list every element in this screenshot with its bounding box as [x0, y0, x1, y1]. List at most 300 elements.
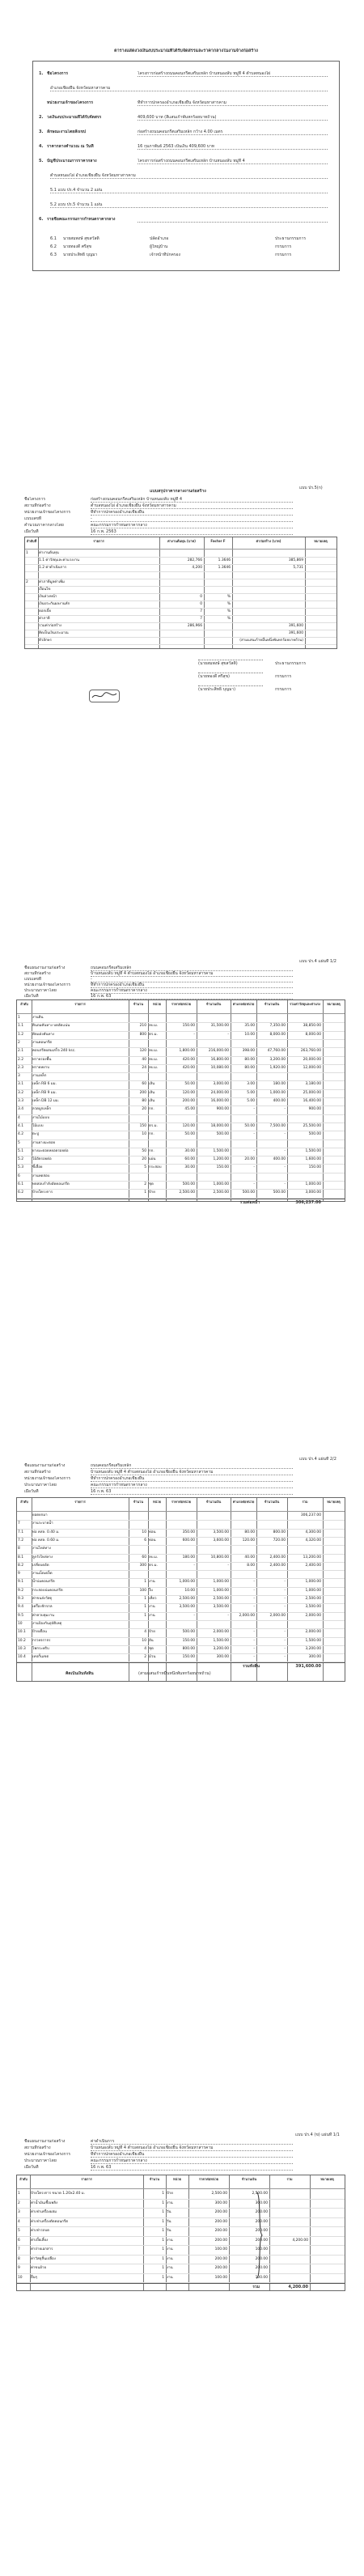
table-row [17, 1587, 345, 1595]
table-row [17, 2217, 345, 2227]
table-cell: 1,920.00 [269, 1065, 286, 1070]
table-cell: 16,400.00 [303, 1099, 321, 1103]
table-row [17, 1039, 345, 1047]
signer-role: ประธานกรรมการ [275, 661, 307, 666]
table-cell: 2,400.00 [305, 1563, 321, 1568]
table-cell: 10.4 [18, 1655, 26, 1660]
column-header: รวมค่าวัสดุและค่าแรง [289, 1002, 321, 1006]
table-cell: 1,500.00 [213, 1638, 229, 1643]
total-label: รวมต่อหน้า [239, 1199, 260, 1205]
column-header: ค่าแรงต่อหน่วย [232, 1002, 255, 1006]
meta-label: แบบเลขที่ [24, 516, 42, 521]
committee-role: ประธานกรรมการ [275, 236, 307, 241]
table-row [17, 1056, 345, 1064]
table-cell: กก. [149, 1132, 154, 1137]
table-cell: 5.00 [247, 1090, 255, 1095]
item-text: 16 กุมภาพันธ์ 2563 เป็นเงิน 409,600 บาท [138, 144, 215, 149]
meta-value: ที่ทำการปกครองอำเภอเชียงยืน [91, 510, 145, 515]
table-cell: 3,000.00 [305, 1190, 321, 1195]
table-cell: 1.2 [18, 1032, 23, 1037]
signature-scribble-icon [90, 690, 119, 702]
table-row [25, 630, 336, 637]
table-cell: งาน [167, 2200, 173, 2205]
dotted-line [138, 120, 328, 121]
column-header: ค่าก่อสร้าง (บาท) [256, 539, 281, 543]
table-cell: ค่าเช่าเครื่องผสม [31, 2210, 57, 2214]
table-cell: 5.00 [247, 1099, 255, 1103]
table-cell: 286,966 [187, 624, 202, 628]
item-text: โครงการก่อสร้างถนนคอนกรีตเสริมเหล็ก บ้านหนองลับ หมู่ที่ 4 [138, 159, 245, 163]
meta-label: ชื่อแผนงานงานก่อสร้าง [24, 965, 66, 970]
table-row [17, 1097, 345, 1106]
table-cell: 3,500.00 [305, 1605, 321, 1610]
table-cell: งานเบ็ดเตล็ด [32, 1572, 53, 1577]
table-cell: 4,320.00 [305, 1538, 321, 1543]
table-cell: คิดเป็นเงินประมาณ [39, 631, 69, 635]
table-cell: เหล็ก RB 6 มม. [32, 1082, 57, 1087]
table-row [25, 564, 336, 571]
column-header: ค่างานต้นทุน (บาท) [167, 539, 197, 543]
item-no: 5. [39, 159, 44, 163]
table-row [17, 1512, 345, 1520]
meta-label: เมื่อวันที่ [24, 1489, 39, 1494]
table-cell: ค่างานต้นทุน [39, 551, 59, 555]
table-cell: 9.3 [18, 1597, 23, 1601]
meta-value: 16 ก.พ. 63 [91, 1489, 112, 1494]
table-cell: 398.00 [242, 1049, 255, 1054]
table-row [17, 1181, 345, 1189]
curly-brace-icon [255, 2191, 263, 2280]
page2-corner: แบบ ปร.5(ก) [299, 486, 323, 490]
table-cell: ท่อน [149, 1530, 156, 1534]
table-cell: 6 [144, 1538, 146, 1543]
table-cell: 300.00 [255, 2200, 268, 2205]
table-cell: งานไม้แบบ [32, 1115, 50, 1120]
table-cell: 1 [144, 1580, 146, 1585]
table-cell: 120.00 [182, 1123, 195, 1128]
table-cell: 3,200.00 [305, 1646, 321, 1651]
table-row [17, 1064, 345, 1072]
table-cell: 500.00 [182, 1630, 195, 1635]
table-cell: ม้วน [149, 1655, 156, 1660]
meta-value: 16 ก.พ. 63 [91, 994, 112, 999]
table-row [17, 1014, 345, 1022]
table-cell: อื่นๆ [31, 2275, 37, 2280]
table-cell: 8.00 [247, 1563, 255, 1568]
committee-role: กรรมการ [275, 244, 292, 249]
column-header: ลำดับ [20, 1002, 28, 1006]
table-cell: 9.2 [18, 1588, 23, 1593]
table-cell: ลบ.ม. [149, 1024, 159, 1029]
item-no: 1. [39, 71, 44, 76]
table-cell: 2,500.00 [211, 2192, 227, 2196]
table-cell: 6.1 [18, 1182, 23, 1186]
column-header: จำนวนเงิน [205, 1002, 222, 1006]
dotted-line [138, 149, 328, 150]
table-cell: 4 [144, 1646, 146, 1651]
table-cell: วัน [167, 2210, 171, 2214]
table-cell: 1 [162, 2200, 164, 2205]
table-cell: % [226, 609, 231, 613]
table-cell: 282,766 [187, 558, 202, 562]
committee-name: นายทองดี ศรีสุข [63, 244, 92, 249]
page4-table [16, 1497, 345, 1682]
table-cell: 47,760.00 [267, 1049, 286, 1054]
table-cell: ขี้เลื่อย [32, 1165, 43, 1170]
column-header: รวม [302, 1500, 308, 1504]
dotted-line [91, 1468, 293, 1469]
table-row [17, 2199, 345, 2209]
table-cell: - [253, 1107, 255, 1112]
table-cell: ค่าเช่าเครื่องตัดคอนกรีต [31, 2219, 69, 2224]
table-cell: เงินล่วงหน้า [39, 595, 57, 599]
table-cell: 385,869 [288, 558, 303, 562]
meta-value: 16 ก.พ. 63 [91, 2165, 112, 2170]
table-cell: 10.00 [244, 1032, 255, 1037]
table-cell: 2.2 [18, 1057, 23, 1062]
meta-label: เมื่อวันที่ [24, 529, 39, 534]
table-cell: 80.00 [244, 1530, 255, 1534]
table-cell: 200.00 [255, 2229, 268, 2233]
table-cell: ค่าขนส่งวัสดุ [32, 1597, 53, 1601]
table-cell: - [253, 1588, 255, 1593]
table-cell: 200.00 [255, 2210, 268, 2214]
table-row [17, 1139, 345, 1148]
table-cell: ป้าย [167, 2192, 173, 2196]
committee-name: นายสมพงษ์ สุขสวัสดิ์ [63, 236, 99, 241]
table-cell: ป้ายเตือน [32, 1630, 47, 1635]
column-header: หน่วย [153, 1500, 161, 1504]
table-cell: วัน [167, 2219, 171, 2224]
meta-label: สถานที่ก่อสร้าง [24, 503, 51, 508]
committee-position: ปลัดอำเภอ [150, 236, 169, 241]
table-row [17, 1570, 345, 1578]
table-cell: อัน [149, 1638, 154, 1643]
dotted-line [91, 1481, 293, 1482]
table-cell: ท่อ คสล. 0.40 ม. [32, 1530, 60, 1534]
table-cell: 7 [18, 2247, 20, 2251]
table-cell: - [193, 1613, 195, 1618]
table-cell: 3.2 [18, 1090, 23, 1095]
item-label: ลักษณะงานโดยสังเขป [47, 129, 87, 134]
dotted-line [138, 163, 328, 164]
table-row [17, 2245, 345, 2255]
words-label: คิดเป็นเงินทั้งสิ้น [66, 1671, 94, 1677]
table-row [17, 1164, 345, 1172]
table-cell: งาน [149, 1613, 155, 1618]
committee-name: นายประสิทธิ์ บุญมา [63, 253, 98, 257]
table-cell: 50 [142, 1148, 146, 1153]
dotted-line [50, 178, 328, 179]
meta-value: ถนนคอนกรีตเสริมเหล็ก [91, 965, 132, 970]
total-value: 306,237.00 [295, 1199, 321, 1205]
table-cell: 200.00 [214, 2210, 227, 2214]
table-row [17, 1114, 345, 1122]
page3-table [16, 999, 345, 1205]
table-cell: 200.00 [214, 2219, 227, 2224]
table-cell: 10 [142, 1132, 146, 1137]
meta-value: ที่ทำการปกครองอำเภอเชียงยืน [91, 982, 145, 987]
table-cell: ป้ายโครงการ ขนาด 1.20x2.40 ม. [31, 2192, 86, 2196]
table-cell: งานป้องกันอุบัติเหตุ [32, 1621, 62, 1626]
table-cell: 1.3646 [218, 558, 231, 562]
table-cell: 10 [18, 1621, 23, 1626]
table-row [25, 571, 336, 579]
table-cell: 4.2 [18, 1132, 23, 1137]
table-cell: 7,350.00 [269, 1024, 286, 1029]
table-row [17, 1131, 345, 1139]
table-row [17, 2264, 345, 2273]
table-cell: 1.1 ค่าวัสดุและค่าแรงงาน [39, 558, 80, 562]
table-cell: ตร.ม. [149, 1032, 158, 1037]
table-cell: 1,000.00 [305, 1182, 321, 1186]
table-cell: ดอกเบี้ย [39, 609, 52, 613]
meta-label: ชื่อแผนงานงานก่อสร้าง [24, 2139, 66, 2144]
table-cell: % [226, 617, 231, 621]
table-cell: 10.1 [18, 1630, 26, 1635]
table-cell: ป้ายโครงการ [32, 1190, 53, 1195]
table-cell: 45.00 [184, 1107, 195, 1112]
table-cell: 1,500.00 [305, 1148, 321, 1153]
table-cell: งานเหล็ก [32, 1074, 47, 1079]
table-cell: 2 [18, 1040, 20, 1045]
committee-no: 6.2 [50, 244, 57, 249]
meta-value: บ้านหนองลับ หมู่ที่ 4 ตำบลหนองไผ่ อำเภอเชียงยืน จังหวัดมหาสารคาม [91, 1470, 214, 1475]
table-cell: 10.3 [18, 1646, 26, 1651]
table-row [17, 1628, 345, 1636]
table-cell: 100.00 [214, 2247, 227, 2251]
table-cell: 3,500.00 [179, 1605, 195, 1610]
table-row [17, 1189, 345, 1197]
table-cell: 200.00 [214, 2256, 227, 2261]
table-cell: 6 [18, 2238, 20, 2243]
table-cell: 1,000.00 [213, 1182, 229, 1186]
total-rule [17, 2283, 345, 2284]
table-cell: 500.00 [182, 1182, 195, 1186]
table-cell: 1 [162, 2192, 164, 2196]
table-row [17, 1620, 345, 1628]
table-row [17, 1637, 345, 1645]
table-cell: ค่าน้ำมันเชื้อเพลิง [31, 2200, 58, 2205]
page-summary-form [0, 0, 364, 324]
table-cell: 100.00 [214, 2275, 227, 2280]
words-value: (สามแสนเก้าหมื่นหนึ่งพันหกร้อยบาทถ้วน) [138, 1671, 211, 1677]
table-cell: 80.00 [244, 1065, 255, 1070]
table-cell: เงื่อนไข [39, 588, 51, 592]
table-cell: 1 [162, 2256, 164, 2261]
table-row [25, 550, 336, 557]
table-cell: น้ำบ่มคอนกรีต [32, 1580, 55, 1585]
table-cell: 25,500.00 [303, 1123, 321, 1128]
table-cell: งาน [167, 2247, 173, 2251]
dotted-line [91, 502, 293, 503]
dotted-line [138, 134, 328, 135]
table-cell: ไม้อัดรอยต่อ [32, 1157, 52, 1162]
table-cell: 7,500.00 [269, 1123, 286, 1128]
dotted-line [91, 521, 293, 522]
table-cell: - [193, 1032, 195, 1037]
table-row [17, 1122, 345, 1131]
column-header: หมายเหตุ [314, 539, 328, 543]
table-cell: 25,000.00 [303, 1090, 321, 1095]
column-header: จำนวนเงิน [241, 2177, 257, 2181]
table-cell: เหล็ก DB 12 มม. [32, 1099, 60, 1103]
table-cell: 1,000.00 [213, 1588, 229, 1593]
table-cell: เทปกั้นเขต [32, 1655, 49, 1660]
table-cell: 2.3 [18, 1065, 23, 1070]
table-row [17, 1578, 345, 1586]
table-cell: งานยางมะตอย [32, 1140, 56, 1145]
item-label: ราคากลางคำนวณ ณ วันที่ [47, 144, 94, 149]
table-cell: 5 [144, 1165, 146, 1170]
table-cell: 216,000.00 [208, 1049, 229, 1054]
table-cell: 120.00 [182, 1090, 195, 1095]
item-label: บัญชีประมาณการราคากลาง [47, 159, 97, 163]
table-cell: 50.00 [244, 1123, 255, 1128]
table-cell: 7 [200, 609, 202, 613]
table-cell: ค่าภาษี [39, 617, 50, 621]
column-header: จำนวน [133, 1002, 144, 1006]
table-cell: 3.3 [18, 1099, 23, 1103]
item-text: ก่อสร้างถนนคอนกรีตเสริมเหล็ก กว้าง 4.00 เมตร [138, 129, 223, 134]
table-cell: 2,400.00 [269, 1563, 286, 1568]
table-cell: 10,080.00 [210, 1065, 229, 1070]
table-row [17, 2208, 345, 2217]
table-cell: 300 [139, 1563, 146, 1568]
dotted-line [91, 2163, 293, 2164]
meta-label: ชื่อโครงการ [24, 497, 46, 502]
committee-no: 6.3 [50, 253, 57, 257]
table-cell: 2 [18, 2200, 20, 2205]
table-cell: 12,000.00 [303, 1065, 321, 1070]
table-row [17, 1595, 345, 1603]
table-cell: 10 [18, 2275, 23, 2280]
table-row [17, 1645, 345, 1653]
table-cell: - [284, 1630, 286, 1635]
committee-no: 6.1 [50, 236, 57, 241]
column-header: จำนวน [149, 2177, 160, 2181]
table-cell: 1 [162, 2229, 164, 2233]
table-cell: 306,237.00 [300, 1513, 321, 1517]
table-cell: ค่าถ่ายเอกสาร [31, 2247, 53, 2251]
column-header: จำนวนเงิน [205, 1500, 222, 1504]
table-row [17, 1653, 345, 1661]
table-cell: 1 [18, 2192, 20, 2196]
item-label: รายชื่อคณะกรรมการกำหนดราคากลาง [47, 217, 116, 222]
table-row [25, 637, 336, 644]
table-cell: 40.00 [244, 1555, 255, 1560]
table-cell: 500.00 [242, 1190, 255, 1195]
page-pr5-summary [0, 486, 364, 931]
table-cell: 3,000.00 [213, 1082, 229, 1087]
signature-line [198, 685, 263, 686]
table-cell: 1 [26, 551, 28, 555]
column-header: ค่าแรงต่อหน่วย [232, 1500, 255, 1504]
item-text: ตำบลหนองไผ่ อำเภอเชียงยืน จังหวัดมหาสารคาม [50, 173, 136, 178]
table-cell: 16,000.00 [210, 1099, 229, 1103]
table-row [17, 1047, 345, 1055]
table-cell: 4.1 [18, 1123, 23, 1128]
table-cell: 350.00 [182, 1530, 195, 1534]
table-cell: 10 [142, 1530, 146, 1534]
meta-label: สถานที่ก่อสร้าง [24, 1470, 51, 1475]
table-cell: 60.00 [184, 1157, 195, 1162]
table-cell: 150 [139, 1123, 146, 1128]
table-cell: 8,000.00 [305, 1032, 321, 1037]
table-cell: 1 [162, 2275, 164, 2280]
table-cell: 1,000.00 [213, 1580, 229, 1585]
meta-value: - [91, 516, 92, 521]
column-header: ลำดับ [19, 2177, 28, 2181]
table-row [25, 593, 336, 601]
table-cell: 263,760.00 [300, 1049, 321, 1054]
meta-value: ที่ทำการปกครองอำเภอเชียงยืน [91, 1476, 145, 1481]
table-cell: เส้น [149, 1082, 155, 1087]
table-cell: - [253, 1165, 255, 1170]
table-cell: ท่อน [149, 1538, 156, 1543]
table-cell: ดินถมคันทาง บดอัดแน่น [32, 1024, 70, 1029]
table-cell: 800 [139, 1032, 146, 1037]
table-cell: 2 [144, 1182, 146, 1186]
page1-title: ตารางแสดงวงเงินงบประมาณที่ได้รับจัดสรรและราคากลางในงานจ้างก่อสร้าง [114, 49, 258, 53]
page2-title: แบบสรุปราคากลางงานก่อสร้าง [150, 489, 206, 494]
table-cell: - [253, 1132, 255, 1137]
table-row [25, 622, 336, 630]
table-cell: เหล็ก RB 9 มม. [32, 1090, 57, 1095]
table-cell: เครื่องจักรกล [32, 1605, 53, 1610]
dotted-line [91, 2157, 293, 2158]
table-cell: 50.00 [184, 1132, 195, 1137]
column-header: จำนวน [133, 1500, 144, 1504]
item-text: 5.2 แบบ ปร.5 จำนวน 1 แผ่น [50, 202, 103, 207]
page4-corner: แบบ ปร.4 แผ่นที่ 2/2 [299, 1457, 336, 1462]
table-cell: - [253, 1182, 255, 1186]
column-header: หมายเหตุ [327, 1500, 341, 1504]
meta-label: หน่วยงานเจ้าของโครงการ [24, 2152, 71, 2157]
meta-value: 16 ก.พ. 2563 [91, 529, 116, 534]
table-cell: งานดิน [32, 1016, 44, 1020]
table-cell: 3,200.00 [269, 1057, 286, 1062]
dotted-line [138, 105, 328, 106]
table-cell: - [284, 1588, 286, 1593]
item-label: ชื่อโครงการ [47, 71, 69, 76]
table-cell: 200.00 [255, 2219, 268, 2224]
table-row [17, 1148, 345, 1156]
table-cell: 13,200.00 [303, 1555, 321, 1560]
table-cell: 4 [18, 1115, 20, 1120]
table-cell: 391,600 [288, 624, 303, 628]
table-row [17, 2273, 345, 2283]
meta-label: หน่วยงานเจ้าของโครงการ [24, 510, 71, 515]
table-cell: 5.3 [18, 1165, 23, 1170]
table-cell: ตัดแต่งคันทาง [32, 1032, 54, 1037]
table-cell: 1,200.00 [213, 1157, 229, 1162]
table-cell: 200.00 [255, 2266, 268, 2270]
table-cell: 0 [200, 595, 202, 599]
column-header: ลำดับที่ [26, 539, 37, 543]
table-cell: 4,200 [192, 566, 202, 570]
table-cell: ลบ.ม. [149, 1065, 159, 1070]
table-cell: 35.00 [244, 1024, 255, 1029]
table-cell: ตะปู [32, 1132, 39, 1137]
table-cell: 8.2 [18, 1563, 23, 1568]
table-cell: กระสอบบ่มคอนกรีต [32, 1588, 63, 1593]
table-cell: 100 [139, 1588, 146, 1593]
table-cell: 2 [26, 580, 28, 584]
table-cell: ลบ.ม. [149, 1057, 159, 1062]
table-cell: 6 [18, 1173, 20, 1178]
table-cell: 10 [142, 1638, 146, 1643]
